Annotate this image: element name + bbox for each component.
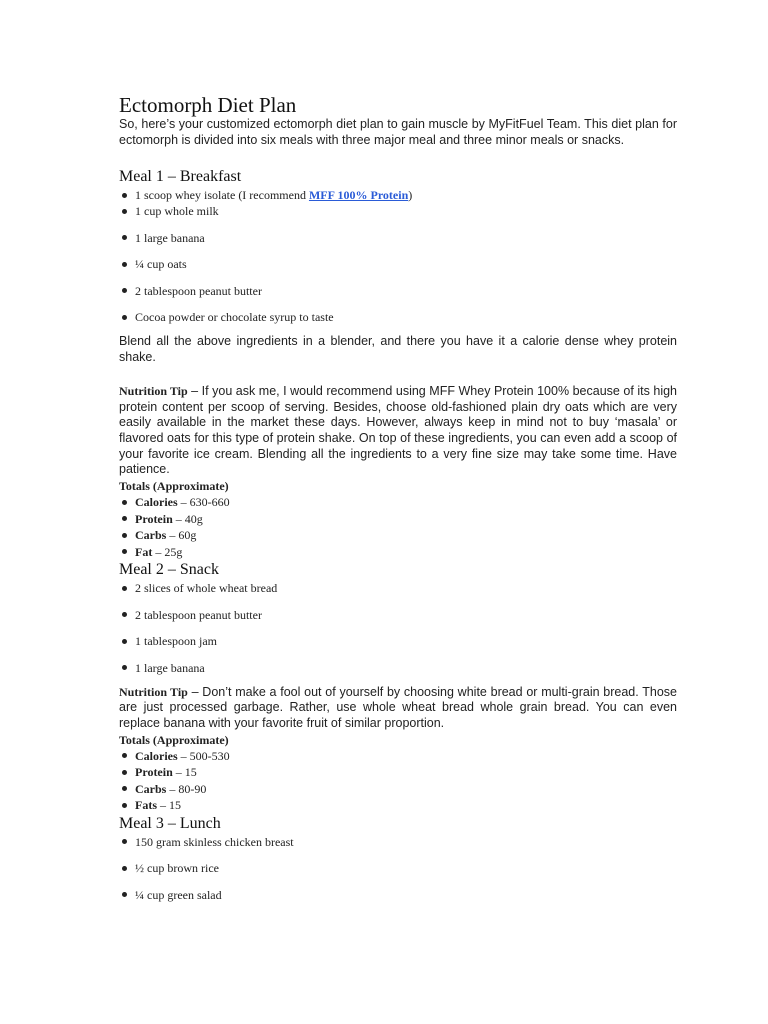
total-label: Carbs [135,528,167,543]
list-item [119,860,677,876]
total-label: Calories [135,748,178,763]
bullet-icon [122,753,127,758]
bullet-icon [122,639,127,644]
total-label: Protein [135,511,173,526]
list-item [119,187,677,203]
tip-label: Nutrition Tip [119,684,188,699]
meal1-ingredient-list [119,187,677,325]
total-value: – 500-530 [177,748,230,763]
list-item [119,580,677,596]
bullet-icon [122,533,127,538]
bullet-icon [122,612,127,617]
meal1-totals-list [119,494,677,560]
total-value: – 630-660 [177,495,230,510]
list-item [119,256,677,272]
meal2-ingredient-list [119,580,677,676]
list-item [119,834,677,850]
meal3-heading: Meal 3 – Lunch [119,814,221,832]
item-text: 1 scoop whey isolate (I recommend [135,188,309,203]
item-text: 2 tablespoon peanut butter [135,607,262,622]
total-value: – 40g [172,511,203,526]
total-value: – 25g [152,544,183,559]
bullet-icon [122,516,127,521]
list-item [119,748,677,765]
item-text: 1 tablespoon jam [135,634,217,649]
total-value: – 80-90 [166,781,207,796]
item-text-suffix: ) [408,188,413,203]
mff-protein-link[interactable]: MFF 100% Protein [308,188,409,203]
list-item [119,494,677,511]
list-item [119,660,677,676]
intro-paragraph: So, here’s your customized ectomorph diet plan to gain muscle by MyFitFuel Team. This diet plan for ectomorph is divided into six meals with three major meal and three minor meals or snacks. [119,117,677,147]
total-value: – 15 [157,798,181,813]
tip-label: Nutrition Tip [119,383,188,398]
bullet-icon [122,892,127,897]
page-title: Ectomorph Diet Plan [119,93,297,117]
bullet-icon [122,665,127,670]
bullet-icon [122,262,127,267]
total-value: – 15 [172,765,197,780]
bullet-icon [122,193,127,198]
list-item [119,283,677,299]
item-text: Cocoa powder or chocolate syrup to taste [135,310,334,325]
item-text: ¼ cup green salad [135,887,222,902]
list-item [119,544,677,561]
tip-text: – If you ask me, I would recommend using MFF Whey Protein 100% because of its high protein content per scoop of serving. Besides, choose old-fashioned plain dry oats which are very easily available in the market these days. However, always keep in mind not to buy ‘masala’ or flavored oats for this type of protein shake. On top of these ingredients, you can even add a scoop of your favorite ice cream. Blending all the ingredients to a very fine size may take some time. Have patience. [119,383,678,477]
item-text: 1 cup whole milk [135,204,219,219]
list-item [119,203,677,219]
bullet-icon [122,586,127,591]
item-text: ¼ cup oats [135,257,187,272]
meal2-nutrition-tip [119,685,677,732]
meal2-totals-heading: Totals (Approximate) [119,732,229,747]
bullet-icon [122,235,127,240]
list-item [119,781,677,798]
meal1-heading: Meal 1 – Breakfast [119,168,242,186]
bullet-icon [122,315,127,320]
meal2-heading: Meal 2 – Snack [119,561,219,579]
item-text: 2 tablespoon peanut butter [135,283,262,298]
document-page [119,93,677,903]
tip-text: – Don’t make a fool out of yourself by choosing white bread or multi-grain bread. Those are just processed garbage. Rather, use whole wheat bread whole grain bread. You can even replace banana with your favorite fruit of similar proportion. [119,684,677,730]
list-item [119,511,677,528]
item-text: 1 large banana [135,660,205,675]
list-item [119,764,677,781]
meal3-ingredient-list [119,834,677,903]
total-label: Carbs [135,781,167,796]
total-label: Fats [135,798,157,813]
list-item [119,887,677,903]
meal1-totals-heading: Totals (Approximate) [119,479,229,494]
total-value: – 60g [166,528,197,543]
total-label: Fat [135,544,153,559]
bullet-icon [122,500,127,505]
bullet-icon [122,839,127,844]
bullet-icon [122,549,127,554]
item-text: 2 slices of whole wheat bread [135,581,278,596]
list-item [119,633,677,649]
list-item [119,309,677,325]
bullet-icon [122,786,127,791]
list-item [119,607,677,623]
bullet-icon [122,866,127,871]
item-text: 1 large banana [135,230,205,245]
meal1-nutrition-tip [119,384,677,478]
total-label: Calories [135,495,178,510]
bullet-icon [122,770,127,775]
item-text: ½ cup brown rice [135,861,219,876]
meal2-totals-list [119,748,677,814]
list-item [119,527,677,544]
bullet-icon [122,209,127,214]
bullet-icon [122,288,127,293]
total-label: Protein [135,765,173,780]
list-item [119,797,677,814]
bullet-icon [122,803,127,808]
meal1-blend-paragraph: Blend all the above ingredients in a blender, and there you have it a calorie dense whey protein shake. [119,334,677,365]
list-item [119,230,677,246]
item-text: 150 gram skinless chicken breast [135,834,294,849]
